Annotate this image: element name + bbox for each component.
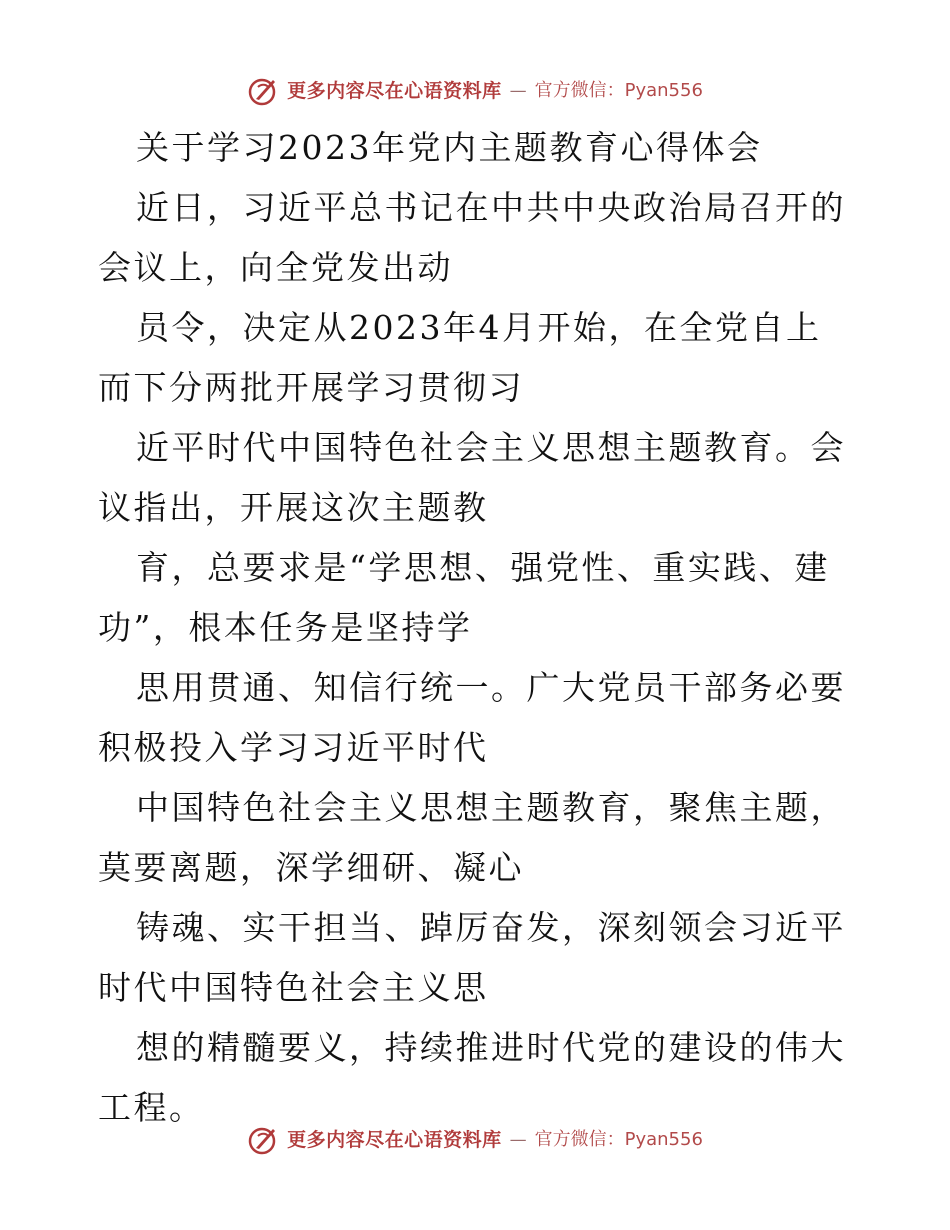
body-paragraph: 中国特色社会主义思想主题教育，聚焦主题，莫要离题，深学细研、凝心 — [98, 788, 846, 887]
body-paragraph: 铸魂、实干担当、踔厉奋发，深刻领会习近平时代中国特色社会主义思 — [98, 908, 846, 1007]
quill-logo-icon — [247, 75, 279, 107]
body-paragraph: 员令，决定从2023年4月开始，在全党自上而下分两批开展学习贯彻习 — [98, 308, 822, 407]
body-paragraph: 近日，习近平总书记在中共中央政治局召开的会议上，向全党发出动 — [98, 188, 846, 287]
document-body — [98, 118, 854, 1138]
body-paragraph: 育，总要求是“学思想、强党性、重实践、建功”，根本任务是坚持学 — [98, 548, 830, 647]
watermark-text: 更多内容尽在心语资料库 — [287, 80, 502, 102]
body-paragraph: 思用贯通、知信行统一。广大党员干部务必要积极投入学习习近平时代 — [98, 668, 846, 767]
watermark-contact: 官方微信：Pyan556 — [534, 1129, 703, 1150]
watermark-text: 更多内容尽在心语资料库 — [287, 1129, 502, 1151]
footer-watermark-banner — [0, 1120, 950, 1160]
header-watermark-banner — [0, 71, 950, 111]
body-paragraph: 近平时代中国特色社会主义思想主题教育。会议指出，开展这次主题教 — [98, 428, 846, 527]
watermark-separator: — — [509, 1130, 527, 1150]
quill-logo-icon — [247, 1124, 279, 1156]
watermark-contact: 官方微信：Pyan556 — [534, 80, 703, 101]
document-title: 关于学习2023年党内主题教育心得体会 — [136, 128, 763, 167]
watermark-separator: — — [509, 81, 527, 101]
body-paragraph: 想的精髓要义，持续推进时代党的建设的伟大工程。 — [98, 1028, 846, 1127]
